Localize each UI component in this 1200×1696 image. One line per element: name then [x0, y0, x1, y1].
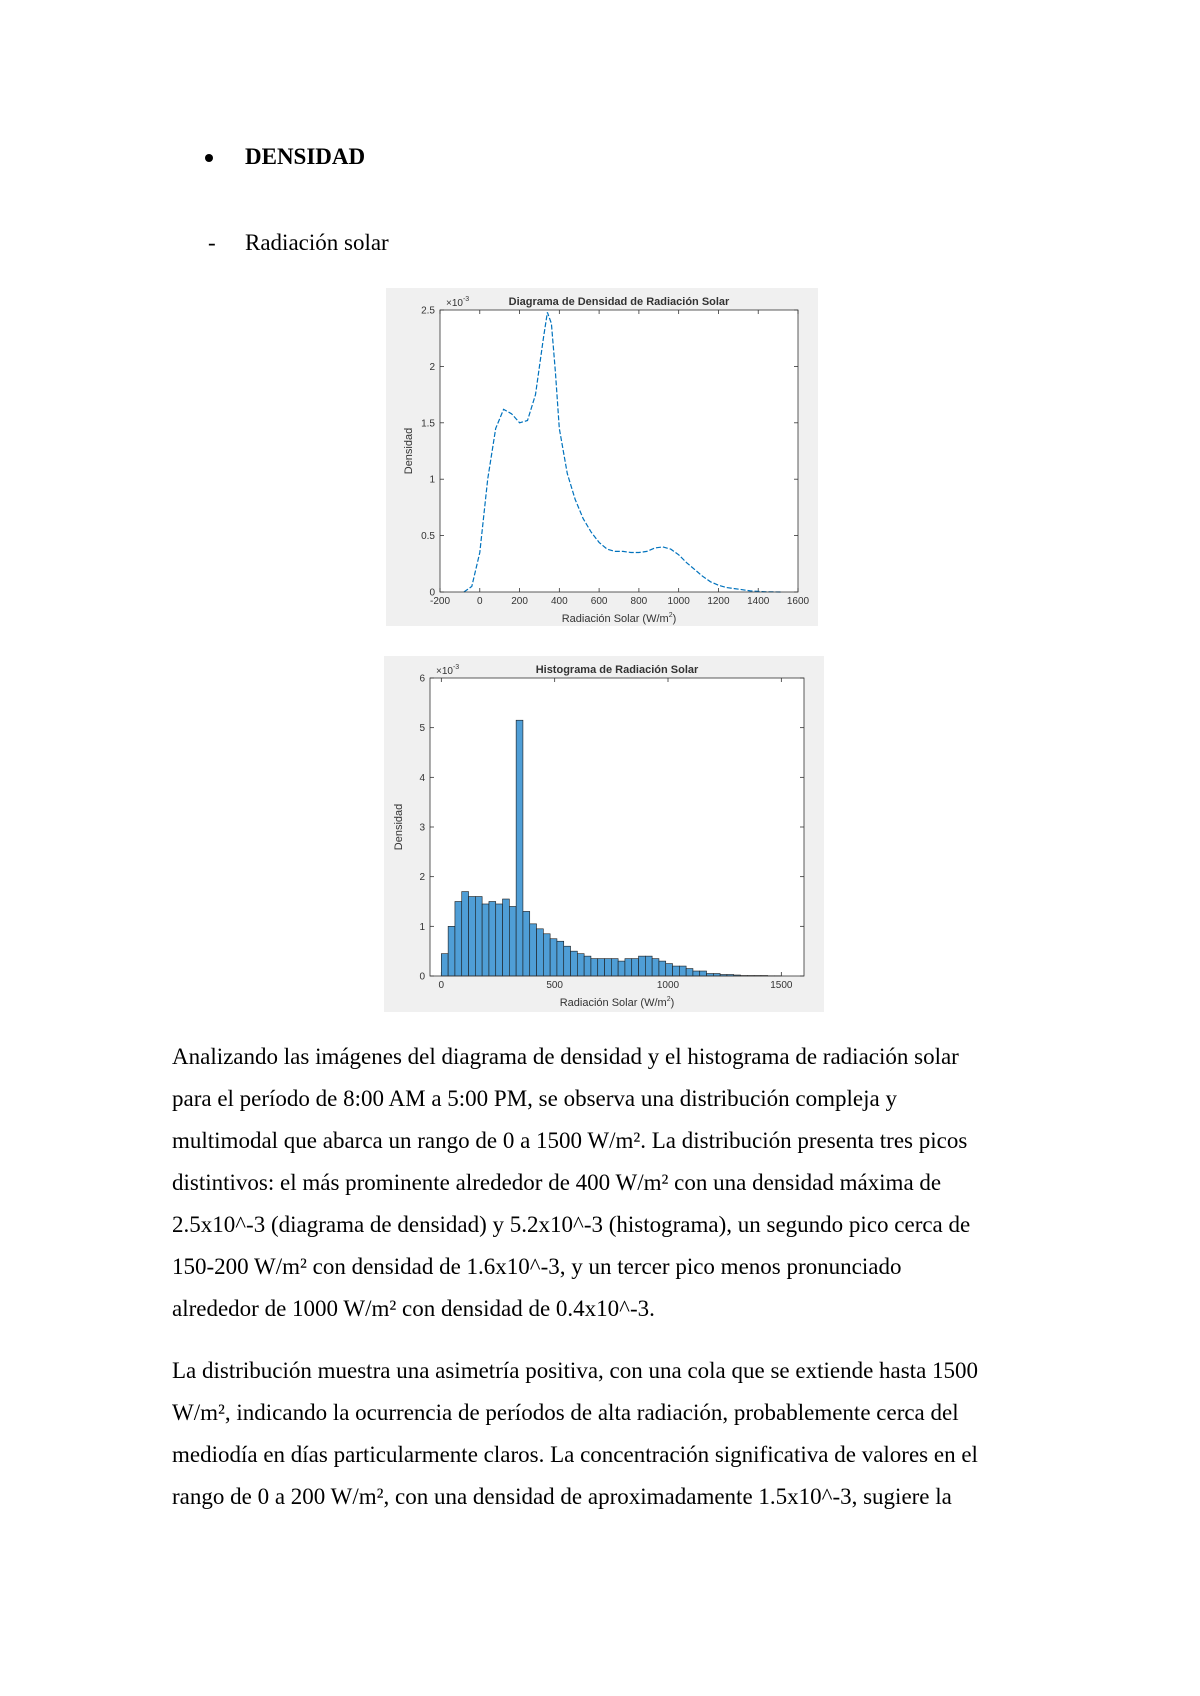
histogram-bar	[571, 951, 578, 976]
density-figure	[386, 288, 818, 626]
y-tick-label: 4	[419, 772, 425, 784]
paragraph-line: Analizando las imágenes del diagrama de densidad y el histograma de radiación solar	[172, 1044, 959, 1069]
histogram-figure	[384, 656, 824, 1012]
histogram-bar	[489, 902, 496, 977]
chart-title: Histograma de Radiación Solar	[535, 664, 699, 676]
histogram-bar	[652, 959, 659, 976]
histogram-bar	[530, 924, 537, 976]
histogram-bar	[605, 959, 612, 976]
histogram-bar	[700, 971, 707, 976]
x-tick-label: 500	[546, 980, 564, 991]
x-tick-label: 1000	[656, 980, 680, 991]
histogram-bar	[523, 911, 530, 976]
x-tick-label: 0	[438, 980, 445, 991]
x-axis-label-text: Radiación Solar (W/m	[561, 613, 669, 625]
paragraph-line: W/m², indicando la ocurrencia de períodos de alta radiación, probablemente cerca del	[172, 1400, 959, 1425]
histogram-bar	[475, 897, 482, 976]
x-axis-label-sup: 2	[666, 996, 671, 1003]
y-tick-label: 2	[419, 872, 425, 884]
histogram-bar	[564, 946, 571, 976]
y-tick-label: 1.5	[421, 418, 435, 430]
x-axis-label-close: )	[670, 997, 675, 1009]
sub-item-label: Radiación solar	[245, 230, 389, 255]
histogram-bar	[598, 959, 605, 976]
y-tick-label: 1	[419, 921, 425, 933]
x-tick-label: 1200	[707, 596, 730, 607]
histogram-bar	[509, 906, 516, 976]
axis-exponent-power: -3	[452, 664, 460, 671]
y-tick-label: 1	[429, 474, 435, 486]
paragraph-line: 2.5x10^-3 (diagrama de densidad) y 5.2x10^-3 (histograma), un segundo pico cerca de	[172, 1212, 971, 1237]
y-tick-label: 2.5	[421, 305, 435, 317]
histogram-bar	[618, 961, 625, 976]
histogram-bar	[441, 954, 448, 976]
x-tick-label: 1600	[786, 596, 810, 607]
section-title: DENSIDAD	[245, 144, 366, 169]
paragraph-line: La distribución muestra una asimetría positiva, con una cola que se extiende hasta 1500	[172, 1358, 979, 1383]
paragraph-analysis	[172, 1036, 1032, 1330]
x-tick-label: 800	[630, 596, 648, 607]
plot-area	[440, 310, 798, 592]
histogram-bar	[537, 929, 544, 976]
x-axis-label-close: )	[672, 613, 677, 625]
x-axis-label-text: Radiación Solar (W/m	[559, 997, 667, 1009]
histogram-bar	[577, 954, 584, 976]
histogram-bar	[455, 902, 462, 977]
x-tick-label: 400	[550, 596, 568, 607]
histogram-bar	[686, 969, 693, 976]
histogram-chart	[384, 656, 824, 1012]
paragraph-line: 150-200 W/m² con densidad de 1.6x10^-3, y un tercer pico menos pronunciado	[172, 1254, 902, 1279]
histogram-bar	[516, 720, 523, 976]
histogram-bar	[693, 971, 700, 976]
paragraph-line: rango de 0 a 200 W/m², con una densidad de aproximadamente 1.5x10^-3, sugiere la	[172, 1484, 952, 1509]
histogram-bar	[639, 956, 646, 976]
dash-marker: -	[208, 230, 216, 255]
y-tick-label: 6	[419, 673, 425, 685]
x-axis-label	[562, 612, 677, 625]
axis-exponent-base: ×10	[446, 298, 463, 309]
y-axis-label: Densidad	[403, 427, 415, 475]
histogram-bar	[462, 892, 469, 976]
x-tick-label: -200	[429, 596, 451, 607]
axis-exponent-power: -3	[462, 296, 470, 303]
histogram-bar	[611, 959, 618, 976]
x-tick-label: 200	[511, 596, 528, 607]
histogram-bar	[482, 904, 489, 976]
histogram-bar	[557, 941, 564, 976]
axis-exponent	[446, 296, 469, 309]
histogram-bar	[503, 899, 510, 976]
bullet-icon	[205, 154, 213, 162]
y-tick-label: 5	[419, 723, 425, 735]
histogram-bar	[496, 904, 503, 976]
paragraph-line: mediodía en días particularmente claros. La concentración significativa de valores en el	[172, 1442, 978, 1467]
histogram-bar	[666, 964, 673, 976]
x-tick-label: 0	[476, 596, 483, 607]
y-tick-label: 2	[429, 361, 435, 373]
y-tick-label: 0	[429, 587, 435, 599]
histogram-bar	[679, 966, 686, 976]
histogram-bar	[625, 959, 632, 976]
paragraph-line: multimodal que abarca un rango de 0 a 1500 W/m². La distribución presenta tres picos	[172, 1128, 968, 1153]
chart-title: Diagrama de Densidad de Radiación Solar	[508, 296, 730, 308]
histogram-bar	[543, 934, 550, 976]
histogram-bar	[550, 939, 557, 976]
histogram-bar	[448, 926, 455, 976]
paragraph-line: alrededor de 1000 W/m² con densidad de 0.4x10^-3.	[172, 1296, 655, 1321]
x-tick-label: 1000	[667, 596, 690, 607]
y-tick-label: 3	[419, 822, 425, 834]
histogram-bar	[584, 956, 591, 976]
histogram-bar	[645, 956, 652, 976]
histogram-bar	[469, 897, 476, 976]
x-tick-label: 600	[590, 596, 608, 607]
histogram-bar	[632, 959, 639, 976]
density-chart	[386, 288, 818, 626]
histogram-bar	[673, 966, 680, 976]
x-axis-label-sup: 2	[668, 612, 673, 619]
y-axis-label: Densidad	[393, 803, 405, 851]
x-tick-label: 1500	[770, 980, 793, 991]
x-axis-label	[560, 996, 675, 1009]
paragraph-asymmetry	[172, 1350, 1032, 1518]
histogram-bar	[659, 961, 666, 976]
histogram-bar	[591, 959, 598, 976]
y-tick-label: 0.5	[421, 531, 435, 543]
paragraph-line: para el período de 8:00 AM a 5:00 PM, se observa una distribución compleja y	[172, 1086, 897, 1111]
sub-item	[208, 230, 389, 256]
axis-exponent-base: ×10	[436, 666, 453, 677]
paragraph-line: distintivos: el más prominente alrededor de 400 W/m² con una densidad máxima de	[172, 1170, 942, 1195]
axis-exponent	[436, 664, 459, 677]
y-tick-label: 0	[419, 971, 425, 983]
x-tick-label: 1400	[747, 596, 770, 607]
